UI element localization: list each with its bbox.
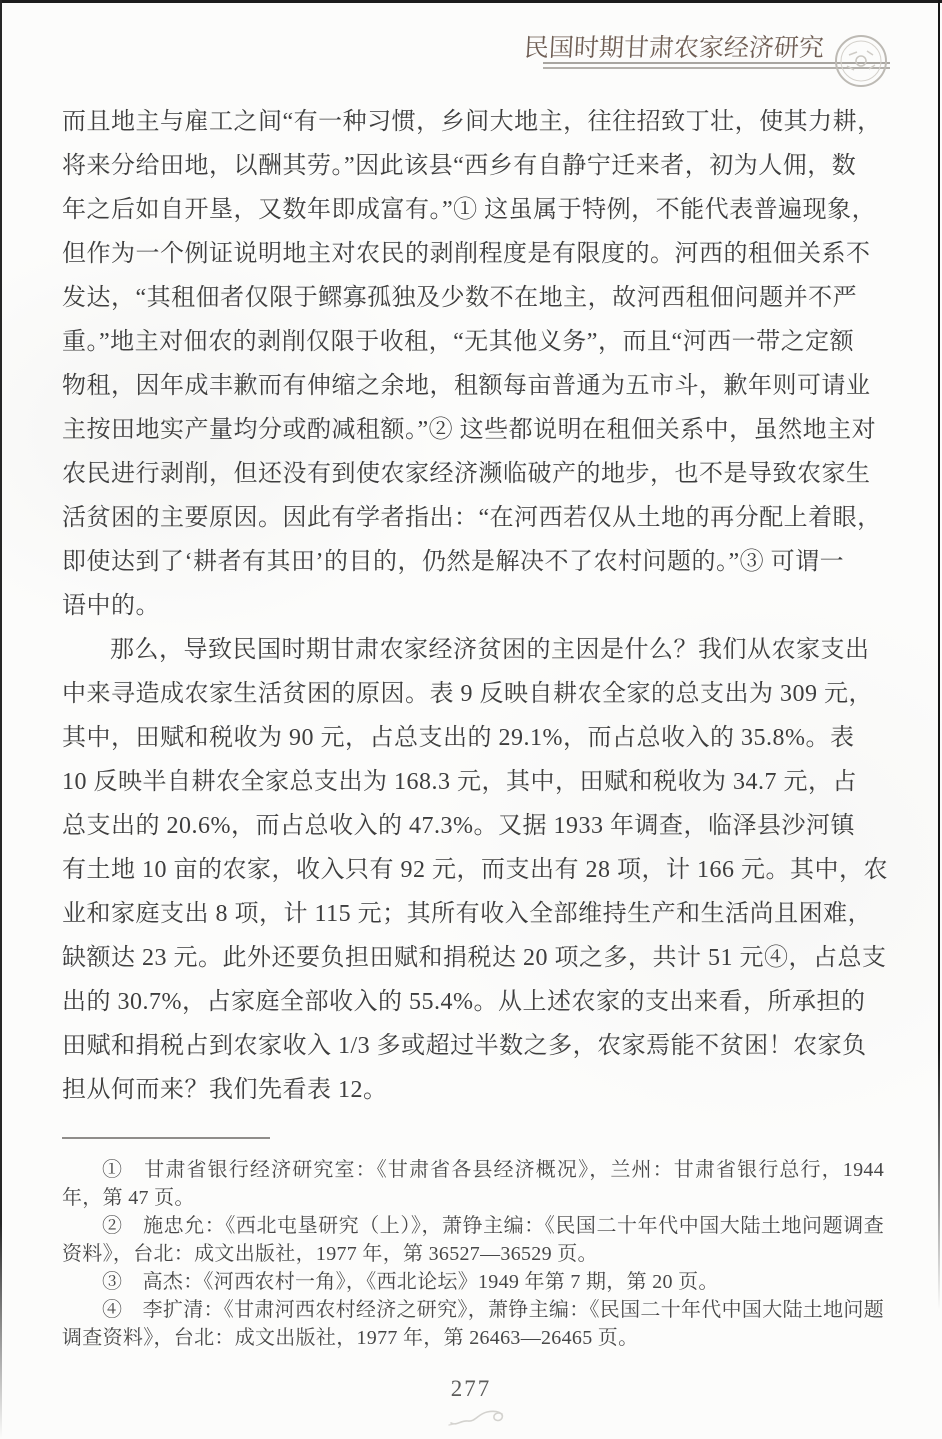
body-line: 年之后如自开垦，又数年即成富有。”① 这虽属于特例，不能代表普遍现象， bbox=[62, 197, 877, 223]
body-line: 即使达到了‘耕者有其田’的目的，仍然是解决不了农村问题的。”③ 可谓一 bbox=[62, 549, 845, 575]
footnote-item: ② 施忠允：《西北屯垦研究（上）》，萧铮主编：《民国二十年代中国大陆土地问题调查资料》，台北：成文出版社，1977 年，第 36527—36529 页。 bbox=[62, 1215, 884, 1265]
swirl-flourish-icon bbox=[448, 1402, 514, 1428]
scan-edge-left bbox=[0, 0, 2, 1439]
body-line: 担从何而来？我们先看表 12。 bbox=[62, 1077, 388, 1103]
body-line: 将来分给田地，以酬其劳。”因此该县“西乡有自静宁迁来者，初为人佣，数 bbox=[62, 153, 857, 179]
footnote-item: ① 甘肃省银行经济研究室：《甘肃省各县经济概况》，兰州：甘肃省银行总行，1944 年，第 47 页。 bbox=[62, 1159, 884, 1209]
body-line: 中来寻造成农家生活贫困的原因。表 9 反映自耕农全家的总支出为 309 元， bbox=[62, 681, 873, 707]
body-line: 活贫困的主要原因。因此有学者指出：“在河西若仅从土地的再分配上着眼， bbox=[62, 505, 882, 531]
body-line: 出的 30.7%，占家庭全部收入的 55.4%。从上述农家的支出来看，所承担的 bbox=[62, 989, 866, 1015]
footnotes bbox=[62, 1156, 884, 1352]
body-line: 总支出的 20.6%，而占总收入的 47.3%。又据 1933 年调查，临泽县沙河镇 bbox=[62, 813, 855, 839]
body-line: 发达，“其租佃者仅限于鳏寡孤独及少数不在地主，故河西租佃问题并不严 bbox=[62, 285, 858, 311]
body-line: 其中，田赋和税收为 90 元，占总支出的 29.1%，而占总收入的 35.8%。表 bbox=[62, 725, 855, 751]
body-line: 农民进行剥削，但还没有到使农家经济濒临破产的地步，也不是导致农家生 bbox=[62, 461, 871, 487]
body-line: 重。”地主对佃农的剥削仅限于收租，“无其他义务”，而且“河西一带之定额 bbox=[62, 329, 855, 355]
body-line: 有土地 10 亩的农家，收入只有 92 元，而支出有 28 项，计 166 元。其中，农 bbox=[62, 857, 888, 883]
body-line: 田赋和捐税占到农家收入 1/3 多或超过半数之多，农家焉能不贫困！农家负 bbox=[62, 1033, 867, 1059]
body-line: 那么，导致民国时期甘肃农家经济贫困的主因是什么？我们从农家支出 bbox=[110, 637, 870, 663]
scan-edge-top bbox=[0, 0, 942, 3]
body-line: 物租，因年成丰歉而有伸缩之余地，租额每亩普通为五市斗，歉年则可请业 bbox=[62, 373, 871, 399]
body-line: 语中的。 bbox=[62, 593, 160, 619]
footnote-separator bbox=[62, 1137, 270, 1139]
scan-edge-right bbox=[938, 0, 940, 1310]
body-line: 而且地主与雇工之间“有一种习惯，乡间大地主，往往招致丁壮，使其力耕， bbox=[62, 109, 882, 135]
body-line: 缺额达 23 元。此外还要负担田赋和捐税达 20 项之多，共计 51 元④，占总支 bbox=[62, 945, 887, 971]
body-line: 主按田地实产量均分或酌减租额。”② 这些都说明在租佃关系中，虽然地主对 bbox=[62, 417, 877, 443]
footnote-item: ③ 高杰：《河西农村一角》，《西北论坛》1949 年第 7 期，第 20 页。 bbox=[102, 1271, 719, 1293]
body-line: 业和家庭支出 8 项，计 115 元；其所有收入全部维持生产和生活尚且困难， bbox=[62, 901, 873, 927]
body-line: 10 反映半自耕农全家总支出为 168.3 元，其中，田赋和税收为 34.7 元，占 bbox=[62, 769, 857, 795]
footnote-item: ④ 李扩清：《甘肃河西农村经济之研究》，萧铮主编：《民国二十年代中国大陆土地问题调查资料》，台北：成文出版社，1977 年，第 26463—26465 页。 bbox=[62, 1299, 884, 1349]
body-line: 但作为一个例证说明地主对农民的剥削程度是有限度的。河西的租佃关系不 bbox=[62, 241, 871, 267]
seal-stamp-icon bbox=[833, 33, 889, 89]
running-head-title: 民国时期甘肃农家经济研究 bbox=[523, 35, 825, 62]
page-number: 277 bbox=[450, 1376, 492, 1401]
body-text bbox=[62, 100, 888, 1112]
